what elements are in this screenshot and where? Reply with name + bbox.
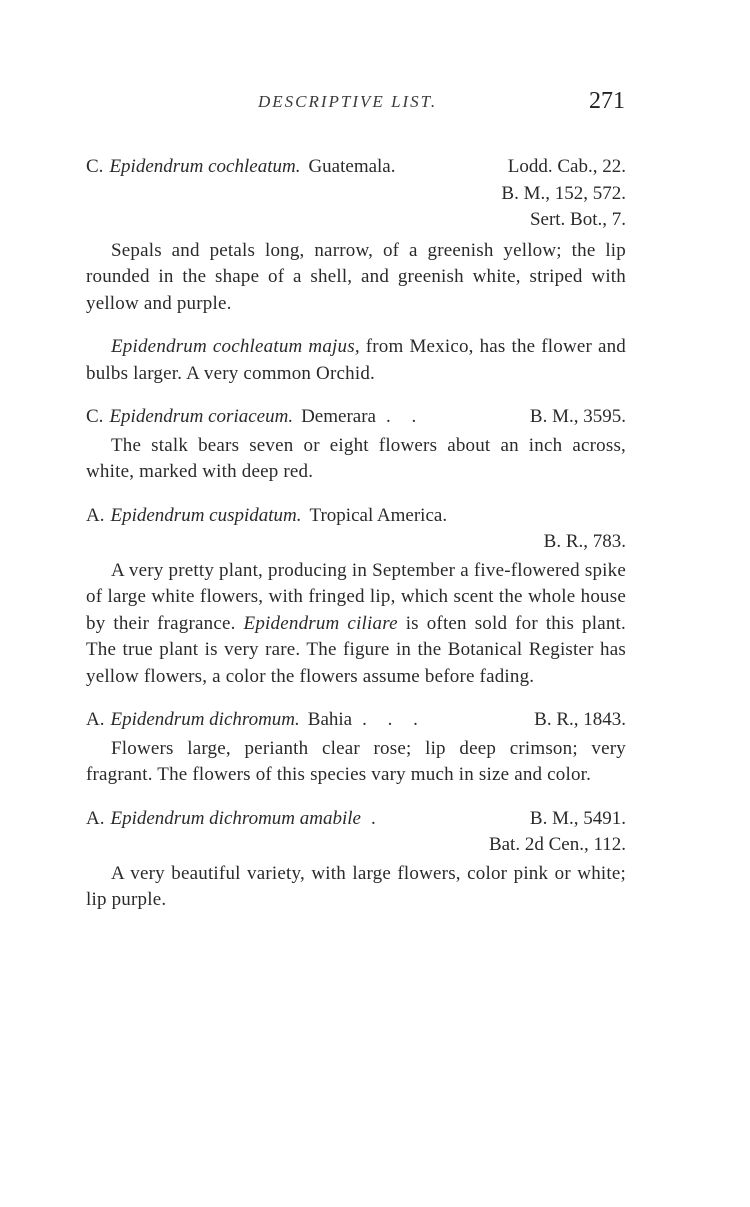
species-name: Epidendrum dichromum amabile <box>110 807 361 829</box>
entry-epidendrum-cuspidatum <box>86 503 626 691</box>
reference: B. M., 3595. <box>529 406 626 427</box>
habitat: Tropical America. <box>309 504 448 526</box>
entry-description: Sepals and petals long, narrow, of a greenish yellow; the lip rounded in the shape of a shell, and greenish white, striped with yellow and purple. <box>86 239 626 314</box>
running-head <box>0 88 750 122</box>
entry-epidendrum-cochleatum-majus <box>86 334 626 387</box>
entry-grade: C. <box>86 156 104 177</box>
habitat: Bahia <box>307 709 353 730</box>
species-name: Epidendrum coriaceum. <box>109 406 294 427</box>
entry-heading <box>86 503 626 530</box>
running-title: DESCRIPTIVE LIST. <box>258 92 438 111</box>
habitat: Guatemala. <box>308 156 396 177</box>
entry-grade: A. <box>86 709 105 730</box>
reference: B. M., 152, 572. <box>501 182 626 204</box>
habitat: Demerara <box>301 406 376 427</box>
entry-grade: A. <box>86 807 105 829</box>
entry-description: Flowers large, perianth clear rose; lip deep crimson; very fragrant. The flowers of this species vary much in size and color. <box>86 737 626 785</box>
reference: Bat. 2d Cen., 112. <box>488 834 626 855</box>
entry-description <box>86 334 626 387</box>
leader-dots: . <box>370 807 384 829</box>
reference: B. R., 1843. <box>534 709 626 730</box>
leader-dots: . . <box>385 406 425 427</box>
species-name: Epidendrum cochleatum. <box>109 156 301 177</box>
species-name-inline: Epidendrum ciliare <box>243 612 398 634</box>
leader-dots: . . . <box>362 709 426 730</box>
entry-epidendrum-coriaceum <box>86 404 626 486</box>
entry-grade: C. <box>86 406 104 427</box>
entry-heading <box>86 154 626 181</box>
entry-description: A very pretty plant, producing in September a five-flowered spike of large white flowers, with fringed lip, which scent the whole house by their fragrance. Epidendrum ciliare is often sold for this plant. The true plant is very rare. The figure in the Botanical Register has yellow flowers, a color the flowers assume before fading. <box>86 559 626 687</box>
page-number: 271 <box>589 88 625 114</box>
reference: Lodd. Cab., 22. <box>507 156 626 177</box>
body-text <box>86 154 626 914</box>
species-name: Epidendrum cuspidatum. <box>110 504 302 526</box>
entry-heading <box>86 404 626 431</box>
entry-grade: A. <box>86 504 105 526</box>
entry-epidendrum-cochleatum <box>86 154 626 317</box>
variety-description: from Mexico, has the flower and bulbs larger. A very common Orchid. <box>86 336 627 384</box>
reference: B. R., 783. <box>543 531 626 552</box>
species-name: Epidendrum dichromum. <box>110 709 300 730</box>
entry-description: The stalk bears seven or eight flowers about an inch across, white, marked with deep red. <box>86 434 626 482</box>
entry-heading <box>86 707 626 734</box>
reference: B. M., 5491. <box>529 807 626 829</box>
entry-epidendrum-dichromum-amabile <box>86 806 626 914</box>
variety-name: Epidendrum cochleatum majus, <box>111 336 360 357</box>
entry-heading <box>86 806 626 833</box>
entry-epidendrum-dichromum <box>86 707 626 789</box>
entry-description: A very beautiful variety, with large flowers, color pink or white; lip purple. <box>86 862 626 910</box>
reference: Sert. Bot., 7. <box>529 209 626 230</box>
